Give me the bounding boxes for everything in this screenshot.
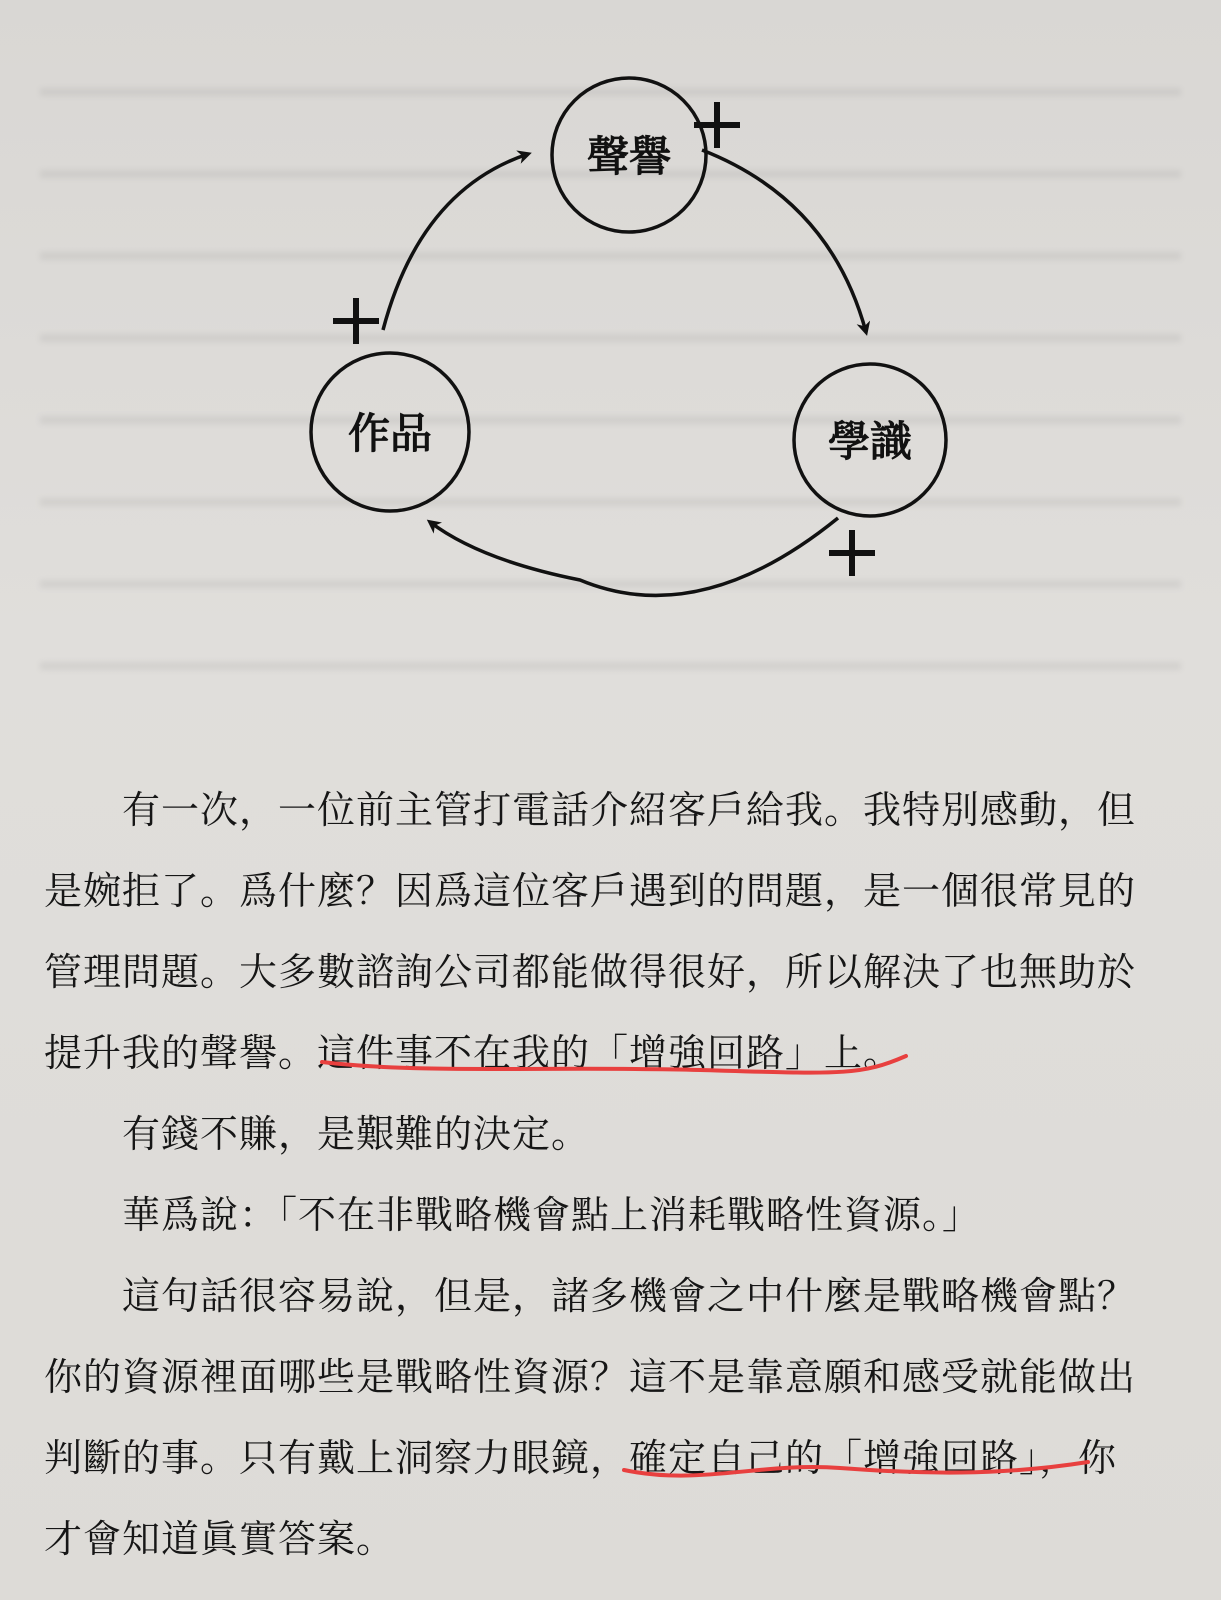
paragraph-3 bbox=[44, 1175, 1184, 1256]
text-line bbox=[44, 1013, 1184, 1094]
underlined-phrase-reinforcing-loop: 這件事不在我的「增強回路」上。 bbox=[317, 1031, 903, 1075]
text-segment: 判斷的事。只有戴上洞察力眼鏡， bbox=[44, 1436, 630, 1480]
paragraph-1 bbox=[44, 770, 1184, 1094]
text-line: 這句話很容易說，但是，諸多機會之中什麼是戰略機會點？ bbox=[122, 1274, 1137, 1318]
node-knowledge bbox=[794, 364, 946, 516]
arrow-knowledge-to-works bbox=[430, 518, 838, 595]
text-line: 才會知道眞實答案。 bbox=[44, 1517, 396, 1561]
text-segment: 提升我的聲譽。 bbox=[44, 1031, 318, 1075]
text-line: 是婉拒了。爲什麼？因爲這位客戶遇到的問題，是一個很常見的 bbox=[44, 869, 1137, 913]
node-works-label: 作品 bbox=[347, 409, 433, 458]
plus-sign-works bbox=[333, 298, 379, 344]
underlined-phrase-own-loop: 確定自己的「增強回路」 bbox=[629, 1436, 1040, 1480]
text-segment: ，你 bbox=[1039, 1436, 1118, 1480]
text-line: 管理問題。大多數諮詢公司都能做得很好，所以解決了也無助於 bbox=[44, 950, 1137, 994]
arrow-reputation-to-knowledge bbox=[702, 150, 866, 332]
text-line: 有一次，一位前主管打電話介紹客戶給我。我特別感動，但 bbox=[122, 788, 1137, 832]
node-knowledge-label: 學識 bbox=[827, 417, 913, 466]
text-line: 有錢不賺，是艱難的決定。 bbox=[122, 1112, 591, 1156]
text-line: 你的資源裡面哪些是戰略性資源？這不是靠意願和感受就能做出 bbox=[44, 1355, 1137, 1399]
node-reputation-label: 聲譽 bbox=[586, 132, 672, 181]
reinforcing-loop-diagram bbox=[0, 0, 1221, 760]
paragraph-2 bbox=[44, 1094, 1184, 1175]
node-works bbox=[311, 353, 469, 511]
quote-line: 華爲說：「不在非戰略機會點上消耗戰略性資源。」 bbox=[122, 1193, 982, 1237]
plus-sign-knowledge bbox=[829, 530, 875, 576]
arrow-works-to-reputation bbox=[383, 154, 528, 330]
node-reputation bbox=[552, 78, 706, 232]
paragraph-4 bbox=[44, 1256, 1184, 1580]
text-line bbox=[44, 1418, 1184, 1499]
plus-sign-reputation bbox=[694, 102, 740, 148]
